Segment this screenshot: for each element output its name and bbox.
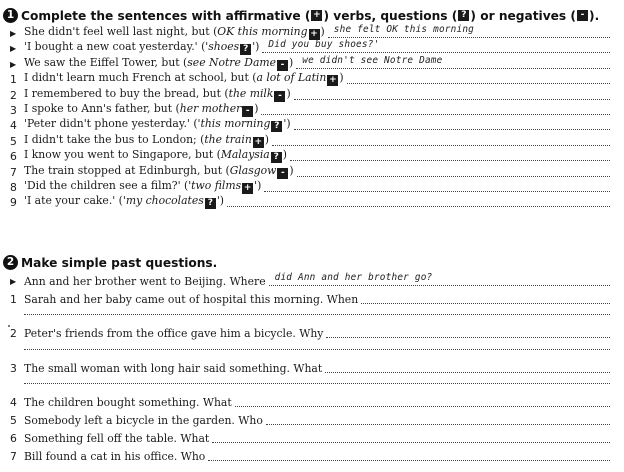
answer-line[interactable] bbox=[269, 272, 610, 286]
example-arrow-icon: ▶ bbox=[10, 44, 17, 54]
answer-line[interactable] bbox=[290, 147, 610, 161]
exercise-item bbox=[10, 164, 610, 179]
answer-continuation-line[interactable] bbox=[24, 383, 610, 384]
heading-text: ) or negatives ( bbox=[470, 8, 577, 23]
section-number-badge: 2 bbox=[3, 255, 18, 270]
item-prompt bbox=[24, 87, 291, 102]
answer-line[interactable] bbox=[266, 411, 610, 425]
heading-text: ). bbox=[589, 8, 600, 23]
prompt-text: Something fell off the table. What bbox=[24, 432, 210, 446]
answer-line[interactable] bbox=[208, 447, 610, 461]
prompt-text: 'I bought a new coat yesterday.' ( bbox=[24, 40, 206, 54]
symbol-box-icon: - bbox=[277, 60, 288, 71]
heading-text: Make simple past questions. bbox=[21, 255, 218, 270]
answer-line[interactable] bbox=[261, 101, 610, 115]
answer-continuation-line[interactable] bbox=[24, 314, 610, 315]
prompt-text: ') bbox=[254, 179, 262, 192]
item-number: 8 bbox=[10, 181, 17, 194]
prompt-cue: OK this morning bbox=[217, 25, 308, 38]
prompt-text: Sarah and her baby came out of hospital this morning. When bbox=[24, 293, 359, 307]
answer-line[interactable] bbox=[328, 24, 610, 38]
example-arrow-icon: ▶ bbox=[10, 29, 17, 38]
item-prompt bbox=[24, 450, 205, 463]
item-number: 1 bbox=[10, 73, 17, 87]
exercise-item bbox=[10, 430, 610, 445]
prompt-cue: Glasgow bbox=[229, 163, 277, 177]
answer-continuation-line[interactable] bbox=[24, 349, 610, 350]
item-number: 7 bbox=[10, 165, 17, 179]
answer-line[interactable] bbox=[297, 163, 610, 177]
handwritten-answer: Did you buy shoes?' bbox=[268, 39, 380, 51]
exercise-item bbox=[10, 448, 610, 463]
exercise-item bbox=[10, 394, 610, 409]
prompt-text: I remembered to buy the bread, but ( bbox=[24, 86, 229, 100]
item-number: 3 bbox=[10, 104, 17, 117]
prompt-text: ') bbox=[216, 194, 225, 208]
symbol-box-icon: ? bbox=[205, 198, 216, 209]
section-1-heading bbox=[3, 8, 599, 23]
answer-line[interactable] bbox=[325, 359, 610, 373]
handwritten-answer: did Ann and her brother go? bbox=[274, 272, 433, 283]
item-prompt bbox=[24, 133, 269, 148]
symbol-box-icon: + bbox=[313, 10, 321, 20]
item-number: 6 bbox=[10, 150, 17, 164]
prompt-text: I spoke to Ann's father, but ( bbox=[24, 102, 180, 115]
exercise-item bbox=[10, 291, 610, 306]
prompt-text: I know you went to Singapore, but ( bbox=[24, 148, 221, 162]
prompt-cue: the train bbox=[204, 132, 252, 146]
exercise-item bbox=[10, 412, 610, 427]
prompt-text: ) bbox=[286, 86, 291, 100]
item-number: 1 bbox=[10, 293, 17, 307]
symbol-box-icon: - bbox=[242, 106, 253, 117]
item-number: 4 bbox=[10, 119, 17, 133]
symbol-box-icon: - bbox=[577, 10, 588, 21]
section-2-heading bbox=[3, 255, 217, 270]
exercise-item bbox=[10, 102, 610, 117]
item-number: 6 bbox=[10, 432, 17, 446]
example-arrow-icon: ▶ bbox=[10, 59, 17, 69]
prompt-text: The train stopped at Edinburgh, but ( bbox=[24, 163, 230, 177]
exercise-item bbox=[10, 133, 610, 148]
print-speck bbox=[8, 325, 10, 327]
answer-line[interactable] bbox=[272, 132, 610, 146]
symbol-box-icon: + bbox=[243, 183, 252, 193]
exercise-item bbox=[10, 71, 610, 86]
prompt-cue: her mother bbox=[179, 102, 242, 115]
prompt-cue: 'my chocolates bbox=[122, 194, 204, 208]
item-prompt bbox=[24, 179, 261, 194]
item-number: 3 bbox=[10, 361, 17, 375]
prompt-text: Bill found a cat in his office. Who bbox=[24, 450, 206, 464]
prompt-text: ) bbox=[254, 102, 259, 115]
symbol-box-icon: - bbox=[277, 168, 288, 179]
answer-line[interactable] bbox=[347, 70, 610, 84]
prompt-text: Peter's friends from the office gave him a bicycle. Why bbox=[24, 327, 324, 341]
item-prompt bbox=[24, 327, 323, 340]
exercise-item bbox=[10, 87, 610, 102]
item-prompt bbox=[24, 362, 322, 375]
symbol-box-icon: + bbox=[254, 136, 263, 147]
item-prompt bbox=[24, 396, 232, 409]
prompt-cue: the milk bbox=[228, 86, 274, 100]
symbol-box-icon: ? bbox=[458, 10, 469, 21]
answer-line[interactable] bbox=[235, 393, 610, 407]
example-arrow-icon: ▶ bbox=[10, 277, 17, 286]
prompt-cue: 'two films bbox=[188, 179, 242, 192]
item-prompt bbox=[24, 117, 291, 132]
prompt-text: We saw the Eiffel Tower, but ( bbox=[24, 55, 188, 69]
exercise-item bbox=[10, 117, 610, 132]
answer-line[interactable] bbox=[262, 39, 610, 53]
heading-text: Complete the sentences with affirmative ( bbox=[21, 8, 311, 23]
item-prompt bbox=[24, 102, 258, 117]
symbol-box-icon: ? bbox=[240, 44, 251, 55]
exercise-item bbox=[10, 325, 610, 340]
symbol-box-icon: + bbox=[310, 29, 318, 39]
exercise-item bbox=[10, 273, 610, 288]
prompt-cue: 'shoes bbox=[205, 40, 240, 54]
prompt-text: I didn't learn much French at school, but ( bbox=[24, 71, 257, 85]
answer-line[interactable] bbox=[326, 324, 610, 338]
item-prompt bbox=[24, 56, 293, 71]
answer-line[interactable] bbox=[294, 86, 610, 100]
item-number: 2 bbox=[10, 88, 17, 102]
prompt-text: ) bbox=[320, 25, 325, 38]
symbol-box-icon: ? bbox=[271, 121, 282, 132]
answer-line[interactable] bbox=[294, 116, 610, 130]
answer-line[interactable] bbox=[361, 290, 610, 304]
symbol-box-icon: ? bbox=[271, 152, 282, 163]
prompt-cue: Malaysia bbox=[220, 148, 270, 162]
item-prompt bbox=[24, 148, 287, 163]
prompt-text: ) bbox=[264, 132, 269, 146]
item-number: 2 bbox=[10, 327, 17, 341]
item-number: 9 bbox=[10, 196, 17, 210]
exercise-item bbox=[10, 148, 610, 163]
item-prompt bbox=[24, 275, 266, 288]
answer-line[interactable] bbox=[212, 429, 610, 443]
prompt-text: ) bbox=[339, 71, 344, 85]
heading-text: ) verbs, questions ( bbox=[323, 8, 458, 23]
handwritten-answer: she felt OK this morning bbox=[333, 24, 475, 35]
item-number: 4 bbox=[10, 395, 17, 409]
prompt-text: She didn't feel well last night, but ( bbox=[24, 25, 218, 38]
symbol-box-icon: + bbox=[329, 75, 337, 86]
item-prompt bbox=[24, 194, 224, 209]
prompt-cue: 'this morning bbox=[197, 117, 271, 131]
prompt-text: 'Peter didn't phone yesterday.' ( bbox=[24, 117, 198, 131]
prompt-text: ') bbox=[252, 40, 260, 54]
prompt-text: 'I ate your cake.' ( bbox=[24, 194, 123, 208]
item-prompt bbox=[24, 71, 344, 86]
prompt-text: I didn't take the bus to London; ( bbox=[24, 132, 205, 146]
prompt-text: ') bbox=[283, 117, 291, 131]
answer-line[interactable] bbox=[227, 193, 610, 207]
item-prompt bbox=[24, 40, 259, 55]
section-number-badge: 1 bbox=[3, 8, 18, 23]
item-prompt bbox=[24, 164, 294, 179]
exercise-item bbox=[10, 179, 610, 194]
answer-line[interactable] bbox=[264, 178, 610, 192]
prompt-text: ) bbox=[289, 55, 294, 69]
prompt-text: ) bbox=[289, 163, 294, 177]
prompt-text: Somebody left a bicycle in the garden. Who bbox=[24, 414, 263, 427]
symbol-box-icon: - bbox=[274, 91, 285, 102]
item-number: 5 bbox=[10, 414, 17, 427]
prompt-cue: see Notre Dame bbox=[187, 55, 277, 69]
item-prompt bbox=[24, 414, 263, 427]
item-prompt bbox=[24, 432, 209, 445]
exercise-item bbox=[10, 56, 610, 71]
prompt-text: The small woman with long hair said something. What bbox=[24, 361, 323, 375]
item-number: 5 bbox=[10, 134, 17, 148]
exercise-item bbox=[10, 194, 610, 209]
item-number: 7 bbox=[10, 450, 17, 464]
prompt-cue: a lot of Latin bbox=[256, 71, 327, 85]
prompt-text: The children bought something. What bbox=[24, 395, 232, 409]
prompt-text: 'Did the children see a film?' ( bbox=[24, 179, 189, 192]
item-prompt bbox=[24, 293, 358, 306]
handwritten-answer: we didn't see Notre Dame bbox=[302, 54, 443, 66]
prompt-text: ) bbox=[282, 148, 287, 162]
exercise-item bbox=[10, 360, 610, 375]
answer-line[interactable] bbox=[296, 55, 610, 69]
prompt-text: Ann and her brother went to Beijing. Where bbox=[24, 275, 266, 288]
